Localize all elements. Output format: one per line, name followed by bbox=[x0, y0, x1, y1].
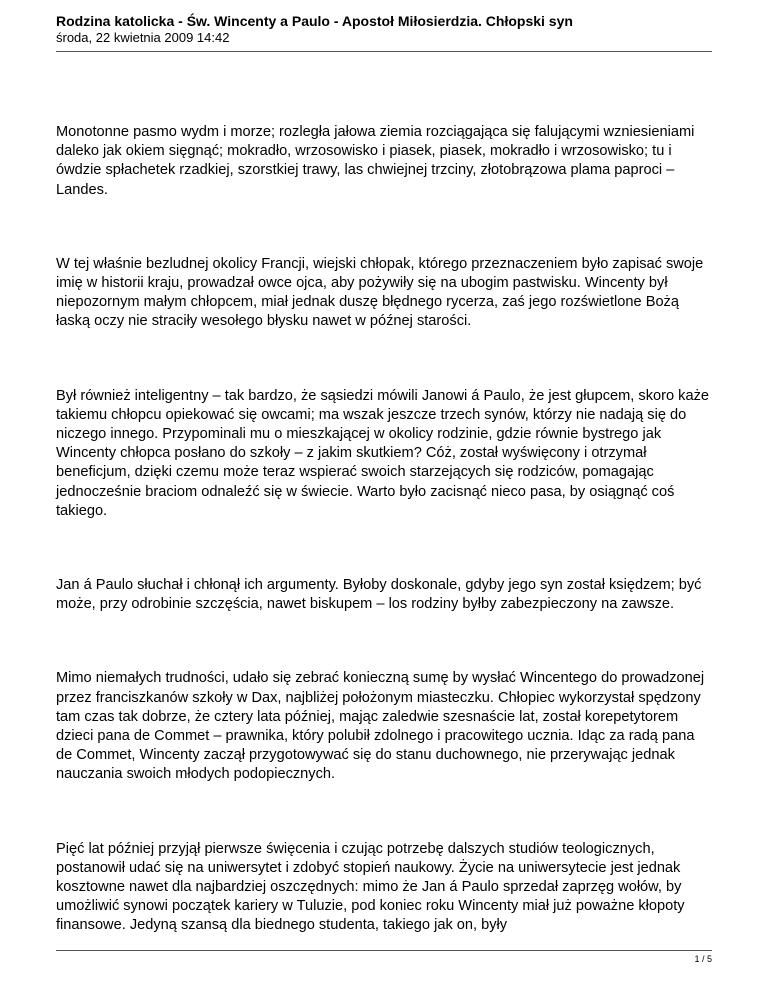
footer-divider bbox=[56, 950, 712, 951]
page-number: 1 / 5 bbox=[694, 954, 712, 964]
paragraph-1: Monotonne pasmo wydm i morze; rozległa jałowa ziemia rozciągająca się falującymi wzniesieniami daleko jak okiem sięgnąć; mokradło, wrzosowisko i piasek, piasek, mokradło i wrzosowisko; tu i ówdzie spłachetek rzadkiej, szorstkiej trawy, las chwiejnej trzciny, złotobrązowa plama paproci – Landes. bbox=[56, 124, 695, 198]
document-title: Rodzina katolicka - Św. Wincenty a Paulo - Apostoł Miłosierdzia. Chłopski syn bbox=[56, 13, 573, 29]
document-date: środa, 22 kwietnia 2009 14:42 bbox=[56, 30, 230, 45]
article-body bbox=[56, 123, 714, 991]
paragraph-2: W tej właśnie bezludnej okolicy Francji, wiejski chłopak, którego przeznaczeniem było zapisać swoje imię w historii kraju, prowadzał owce ojca, aby pożywiły się na ubogim pastwisku. Wincenty był niepozornym małym chłopcem, miał jednak duszę błędnego rycerza, zaś jego rozświetlone Bożą łaską oczy nie straciły wesołego błysku nawet w późnej starości. bbox=[56, 255, 704, 330]
page-header bbox=[56, 12, 712, 46]
header-divider bbox=[56, 51, 712, 52]
paragraph-6: Pięć lat później przyjął pierwsze święcenia i czując potrzebę dalszych studiów teologicznych, postanowił udać się na uniwersytet i zdobyć stopień naukowy. Życie na uniwersytecie jest jednak kosztowne nawet dla najbardziej oszczędnych: mimo że Jan á Paulo sprzedał zaprzęg wołów, by umożliwić synowi początek kariery w Tuluzie, pod koniec roku Wincenty miał już poważne kłopoty finansowe. Jedyną szansą dla biednego studenta, takiego jak on, były bbox=[56, 840, 685, 934]
paragraph-5: Mimo niemałych trudności, udało się zebrać konieczną sumę by wysłać Wincentego do prowadzonej przez franciszkanów szkoły w Dax, najbliżej położonym miasteczku. Chłopiec wykorzystał spędzony tam czas tak dobrze, że cztery lata później, mając zaledwie szesnaście lat, został korepetytorem dzieci pana de Commet – prawnika, który polubił zdolnego i pracowitego ucznia. Idąc za radą pana de Commet, Wincenty zaczął przygotowywać się do stanu duchownego, nie przerywając jednak nauczania swoich młodych podopiecznych. bbox=[56, 670, 705, 783]
paragraph-4: Jan á Paulo słuchał i chłonął ich argumenty. Byłoby doskonale, gdyby jego syn został księdzem; być może, przy odrobinie szczęścia, nawet biskupem – los rodziny byłby zabezpieczony na zawsze. bbox=[56, 577, 702, 613]
paragraph-3: Był również inteligentny – tak bardzo, że sąsiedzi mówili Janowi á Paulo, że jest głupcem, skoro każe takiemu chłopcu opiekować się owcami; ma wszak jeszcze trzech synów, którzy nie nadają się do niczego innego. Przypominali mu o mieszkającej w okolicy rodzinie, gdzie równie bystrego jak Wincenty chłopca posłano do szkoły – z jakim skutkiem? Cóż, został wyświęcony i otrzymał beneficjum, dzięki czemu może teraz wspierać swoich starzejących się rodziców, pomagając jednocześnie braciom odnaleźć się w świecie. Warto było zacisnąć nieco pasa, by osiągnąć coś takiego. bbox=[56, 387, 709, 519]
